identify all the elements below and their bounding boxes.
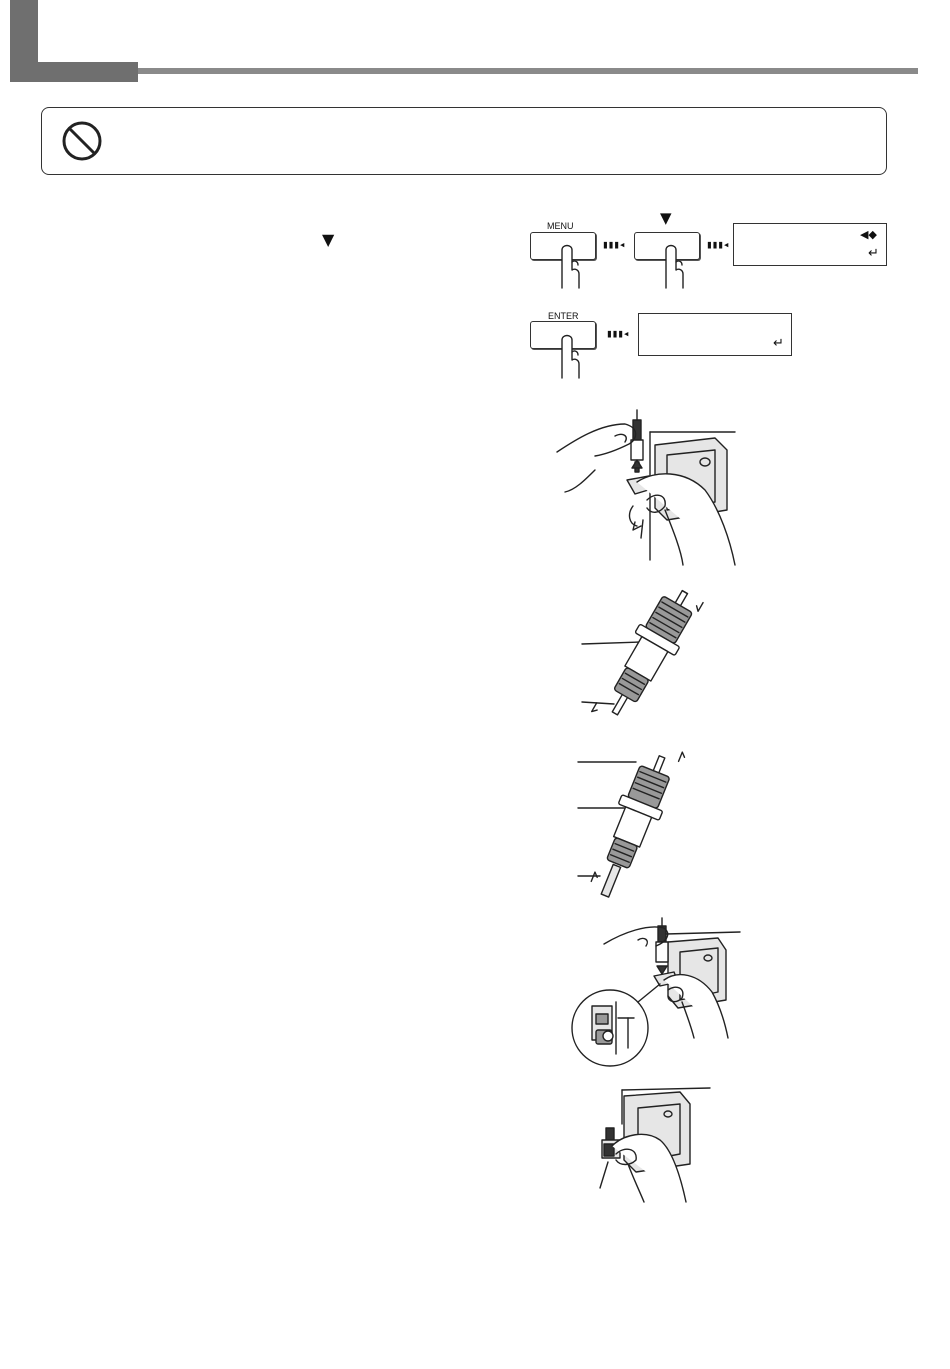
warning-box bbox=[41, 107, 887, 175]
finger-press-icon bbox=[548, 240, 588, 300]
install-cutter-holder-illustration bbox=[568, 918, 748, 1068]
finger-press-icon bbox=[652, 240, 692, 300]
down-arrow-glyph: ▼ bbox=[322, 230, 335, 249]
flow-dots: ▮▮▮◂ bbox=[602, 238, 625, 251]
enter-key-label: ENTER bbox=[548, 311, 579, 321]
flow-dots: ▮▮▮◂ bbox=[606, 327, 629, 340]
tighten-screw-illustration bbox=[594, 1084, 724, 1204]
menu-key-label: MENU bbox=[547, 221, 574, 231]
flow-dots: ▮▮▮◂ bbox=[706, 238, 729, 251]
enter-return-icon: ↵ bbox=[773, 336, 784, 351]
cutter-holder-illustration bbox=[580, 582, 710, 730]
scroll-indicator-icon: ◀◆ bbox=[860, 228, 877, 241]
prohibition-icon bbox=[61, 120, 103, 162]
section-tab-notch bbox=[38, 0, 138, 62]
lcd-display-2 bbox=[638, 313, 792, 356]
header-rule bbox=[138, 68, 918, 74]
remove-cutter-holder-illustration bbox=[555, 410, 745, 570]
cutter-holder-with-pen-illustration bbox=[576, 746, 686, 904]
enter-return-icon: ↵ bbox=[868, 246, 879, 261]
finger-press-icon bbox=[548, 330, 588, 390]
down-key-label: ▼ bbox=[660, 209, 672, 227]
